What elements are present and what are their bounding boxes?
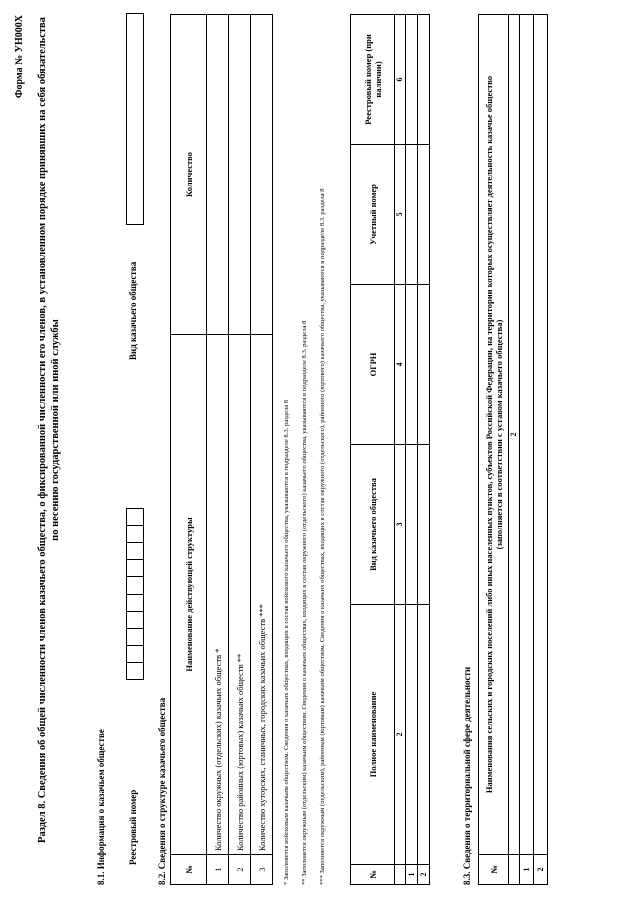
registry-digit-box[interactable] [127,662,143,679]
row-number: 1 [207,855,229,885]
structure-name: Количество хуторских, станичных, городских казачьих обществ *** [251,335,273,855]
structure-table [170,14,273,885]
col-header-number: № [479,855,509,885]
count-cell[interactable] [229,15,251,335]
col-header-structure: Наименование действующей структуры [171,335,207,855]
table-row [406,15,418,885]
column-number: 3 [395,445,406,605]
column-number: 6 [395,15,406,145]
society-type-field[interactable] [126,13,144,225]
column-number: 4 [395,285,406,445]
col-header-number: № [171,855,207,885]
registry-digit-box[interactable] [127,611,143,628]
column-number: 2 [395,605,406,865]
subsection-8-3-title: 8.3. Сведения о территориальной сфере деятельности [462,666,472,885]
registry-digit-box[interactable] [127,525,143,542]
registry-digit-box[interactable] [127,576,143,593]
footnote-3: *** Заполняется окружным (отдельским), районным (юртовым) казачьим обществом. Сведения о казачьих обществах, входящих в состав окружного (отдельского), районного (юртового) казачьего общества, указываются в подразделе 8.3. раздела 8 [319,188,326,885]
registry-digit-box[interactable] [127,542,143,559]
row-number: 2 [229,855,251,885]
territory-cell[interactable] [534,15,548,855]
count-cell[interactable] [251,15,273,335]
registry-digit-box[interactable] [127,559,143,576]
table-row [520,15,534,885]
territory-cell[interactable] [520,15,534,855]
registry-digit-box[interactable] [127,628,143,645]
count-cell[interactable] [207,15,229,335]
col-header-registry-number: Реестровый номер (при наличии) [351,15,395,145]
col-header-number: № [351,865,395,885]
registry-digit-box[interactable] [127,645,143,662]
registry-number-label: Реестровый номер [128,789,138,865]
footnote-1: * Заполняется войсковым казачьим обществом. Сведения о казачьих обществах, входящих в состав войскового казачьего общества, указываются в подразделе 8.3. раздела 8 [283,399,290,885]
table-row [207,15,229,885]
registry-digit-box[interactable] [127,509,143,525]
section-title: Раздел 8. Сведения об общей численности членов казачьего общества, о фиксированной численности его членов, в установленном порядке принявших на себя обязательства по несению государственной или иной службы [37,17,61,843]
row-number: 1 [406,865,418,885]
form-code: Форма № УН000Х [14,15,25,99]
column-number-row [509,15,520,885]
col-header-ogrn: ОГРН [351,285,395,445]
subsection-8-1-title: 8.1. Информация о казачьем обществе [96,729,106,885]
subsection-8-2-title: 8.2. Сведения о структуре казачьего общества [157,697,167,885]
footnote-2: ** Заполняется окружным (отдельским) казачьим обществом. Сведения о казачьих обществах, входящих в состав окружного (отдельского) казачьего общества, указываются в подразделе 8.3. раздела 8 [301,320,308,885]
col-header-count: Количество [171,15,207,335]
row-number: 2 [418,865,430,885]
structure-name: Количество окружных (отдельских) казачьих обществ * [207,335,229,855]
table-row [418,15,430,885]
structure-name: Количество районных (юртовых) казачьих обществ ** [229,335,251,855]
col-header-account-number: Учетный номер [351,145,395,285]
registry-digit-box[interactable] [127,594,143,611]
society-type-label: Вид казачьего общества [128,261,138,360]
row-number: 1 [520,855,534,885]
row-number: 3 [251,855,273,885]
territory-table [478,14,548,885]
col-header-full-name: Полное наименование [351,605,395,865]
col-header-territories: Наименования сельских и городских поселений либо иных населенных пунктов, субъектов Российской Федерации, на территории которых осуществляет деятельность казачье общество (заполняется в соответствии с уставом казачьего общества) [479,15,509,855]
registry-number-boxes[interactable] [126,508,144,680]
table-row [251,15,273,885]
table-row [534,15,548,885]
column-number-row [395,15,406,885]
row-number: 2 [534,855,548,885]
col-header-society-type: Вид казачьего общества [351,445,395,605]
table-row [229,15,251,885]
subsidiary-societies-table [350,14,430,885]
column-number: 2 [509,15,520,855]
column-number: 5 [395,145,406,285]
